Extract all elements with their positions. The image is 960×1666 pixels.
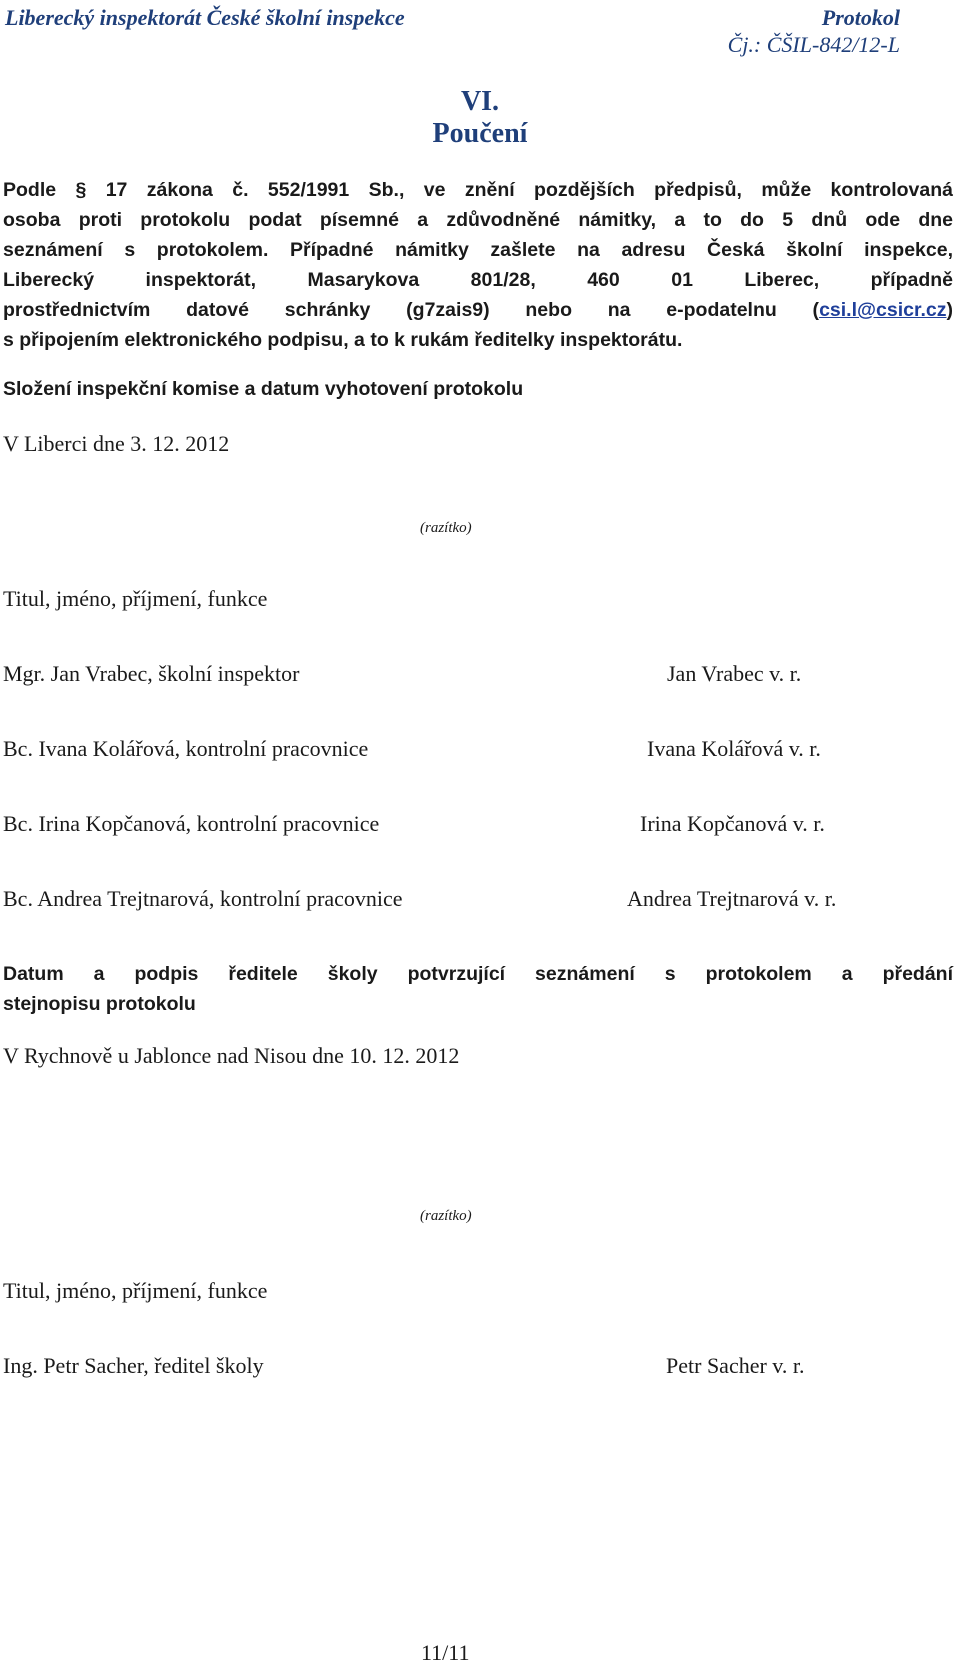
- member-signature: Andrea Trejtnarová v. r.: [627, 886, 837, 911]
- instruction-line-6: s připojením elektronického podpisu, a to k rukám ředitelky inspektorátu.: [3, 329, 683, 351]
- chapter-title: Poučení: [432, 118, 528, 149]
- member-name: Mgr. Jan Vrabec, školní inspektor: [3, 661, 300, 686]
- commission-heading: Složení inspekční komise a datum vyhotovení protokolu: [3, 378, 524, 400]
- director-name: Ing. Petr Sacher, ředitel školy: [3, 1353, 264, 1378]
- director-stamp: (razítko): [420, 1208, 472, 1224]
- director-heading-line-1: Datum a podpis ředitele školy potvrzující seznámení s protokolem a předání: [3, 963, 953, 985]
- member-signature: Ivana Kolářová v. r.: [647, 736, 821, 761]
- header-reference-number: Čj.: ČŠIL-842/12-L: [727, 32, 900, 57]
- instruction-line-4: Liberecký inspektorát, Masarykova 801/28, 460 01 Liberec, případně: [3, 269, 953, 291]
- instruction-line-5: [3, 295, 953, 326]
- commission-stamp: (razítko): [420, 520, 472, 536]
- instruction-line-1: Podle § 17 zákona č. 552/1991 Sb., ve znění pozdějších předpisů, může kontrolovaná: [3, 179, 953, 201]
- instruction-line-5-text: prostřednictvím datové schránky (g7zais9) nebo na e-podatelnu (: [3, 299, 820, 321]
- instruction-line-2: osoba proti protokolu podat písemné a zdůvodněné námitky, a to do 5 dnů ode dne: [3, 209, 953, 231]
- email-link[interactable]: csi.l@csicr.cz: [819, 299, 947, 321]
- header-inspectorate: Liberecký inspektorát České školní inspekce: [5, 5, 405, 30]
- instruction-line-5-end: ): [946, 299, 953, 321]
- member-signature: Irina Kopčanová v. r.: [640, 811, 825, 836]
- director-columns-label: Titul, jméno, příjmení, funkce: [3, 1278, 268, 1303]
- commission-columns-label: Titul, jméno, příjmení, funkce: [3, 586, 268, 611]
- member-name: Bc. Ivana Kolářová, kontrolní pracovnice: [3, 736, 369, 761]
- member-name: Bc. Irina Kopčanová, kontrolní pracovnice: [3, 811, 380, 836]
- chapter-number: VI.: [460, 86, 500, 117]
- page-number: 11/11: [421, 1640, 470, 1665]
- header-document-type: Protokol: [821, 5, 900, 30]
- director-place-date: V Rychnově u Jablonce nad Nisou dne 10. 12. 2012: [3, 1043, 460, 1068]
- member-signature: Jan Vrabec v. r.: [667, 661, 802, 686]
- instruction-line-3: seznámení s protokolem. Případné námitky zašlete na adresu Česká školní inspekce,: [3, 239, 953, 261]
- member-name: Bc. Andrea Trejtnarová, kontrolní pracovnice: [3, 886, 403, 911]
- director-signature: Petr Sacher v. r.: [666, 1353, 805, 1378]
- director-heading-line-2: stejnopisu protokolu: [3, 993, 196, 1015]
- commission-place-date: V Liberci dne 3. 12. 2012: [3, 431, 230, 456]
